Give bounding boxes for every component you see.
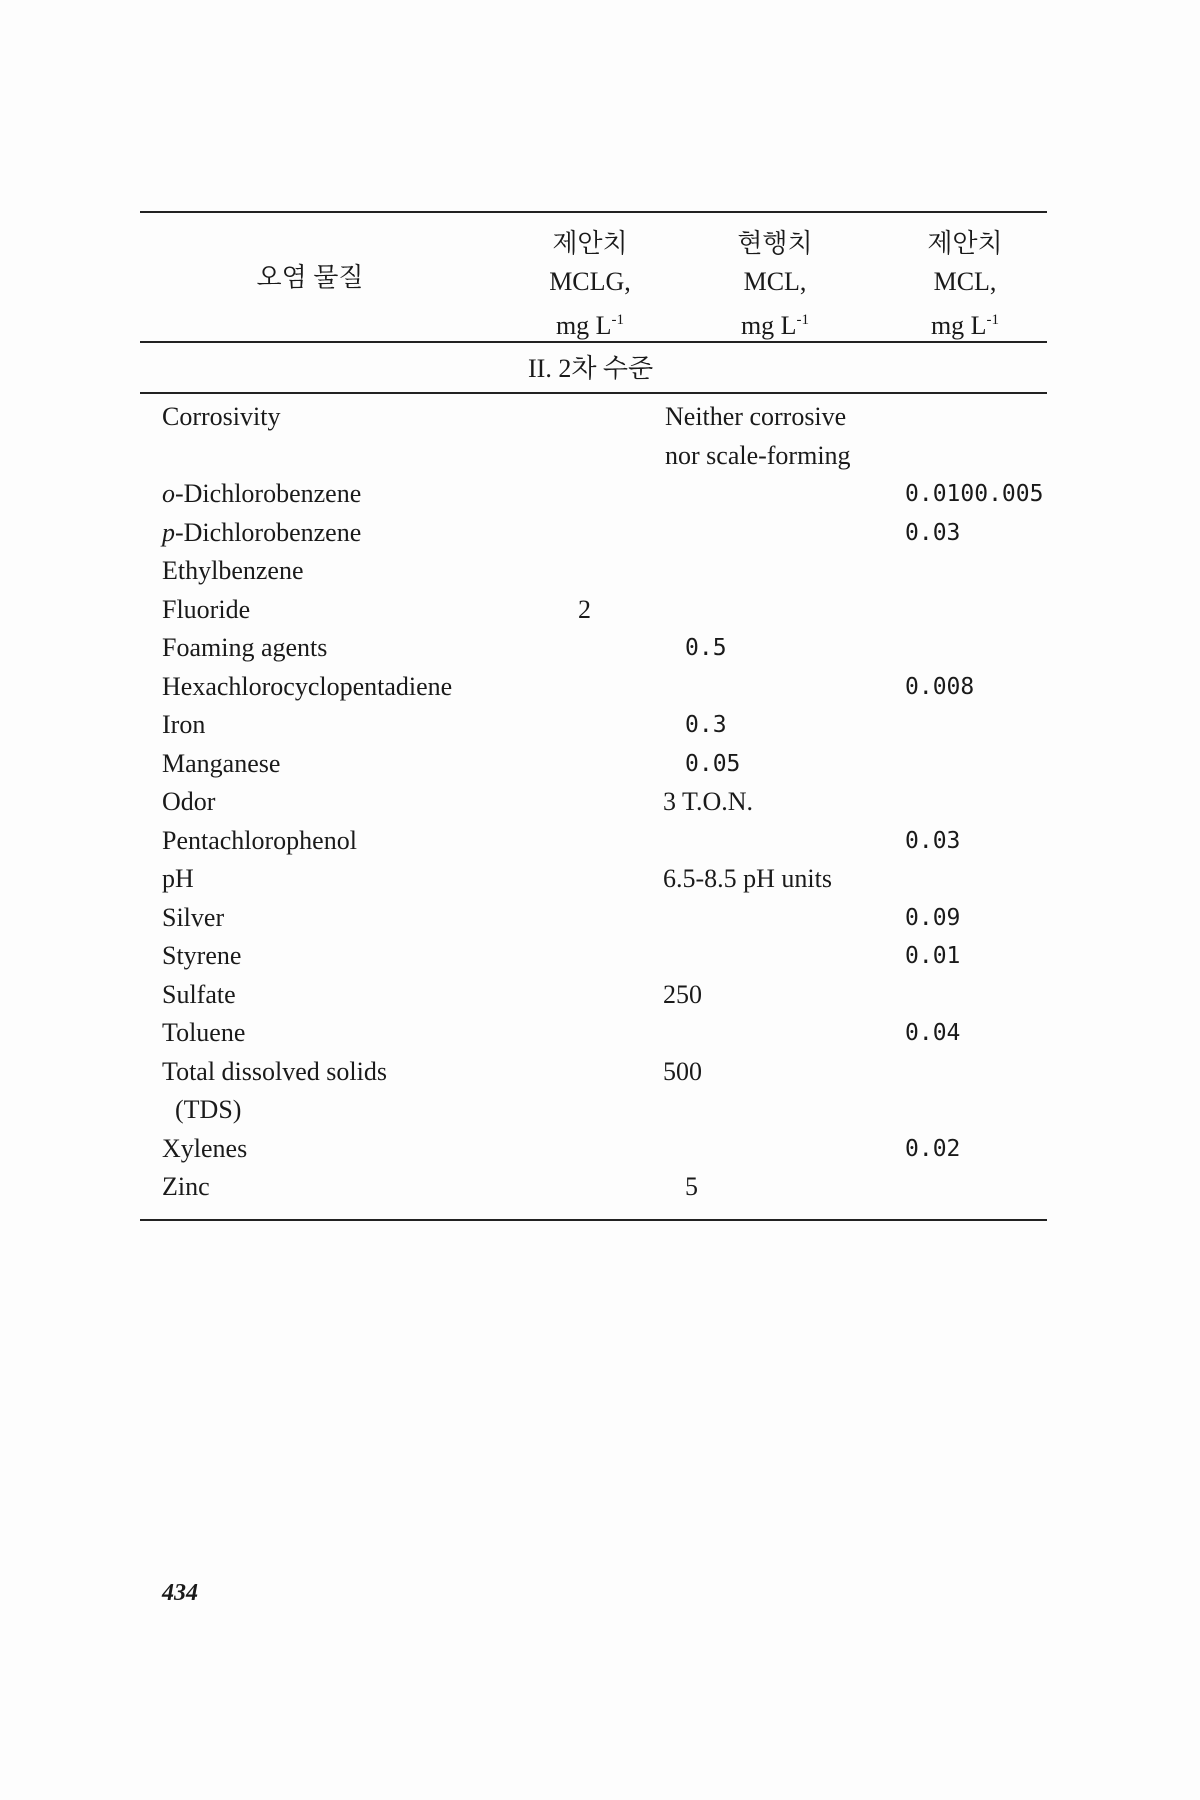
- substance-name: pH: [162, 864, 194, 893]
- header-col1-unit: mg $L^{-1}$: [555, 311, 625, 340]
- table-row: [0, 1130, 1200, 1169]
- proposed-mcl-value: 0.03: [905, 827, 961, 854]
- substance-name: Hexachlorocyclopentadiene: [162, 671, 453, 701]
- substance-name: Corrosivity: [162, 402, 281, 431]
- current-mcl-value: 0.05: [685, 750, 741, 777]
- substance-name: Odor: [162, 787, 216, 816]
- substance-name: Zinc: [162, 1172, 210, 1201]
- table-row: [0, 1168, 1200, 1207]
- current-mcl-value: 500: [663, 1056, 702, 1086]
- current-mcl-value: 6.5-8.5 pH units: [663, 864, 832, 893]
- substance-name: Sulfate: [162, 979, 236, 1009]
- proposed-mcl-value: 0.0100.005: [905, 481, 1044, 507]
- substance-name: p-Dichlorobenzene: [162, 517, 362, 547]
- table-body: [0, 398, 1200, 1207]
- header-proposed-mcl: [895, 225, 1035, 345]
- substance-name: o-Dichlorobenzene: [162, 479, 362, 508]
- header-col3-line2: MCL,: [933, 267, 997, 296]
- substance-name: (TDS): [162, 1095, 242, 1124]
- table-row: [0, 398, 1200, 437]
- substance-name: Iron: [162, 710, 206, 739]
- proposed-mcl-value: 0.01: [905, 943, 961, 969]
- table-row: [0, 475, 1200, 514]
- substance-name: Total dissolved solids: [162, 1056, 387, 1086]
- header-col3-unit: mg $L^{-1}$: [930, 311, 1000, 340]
- proposed-mcl-value: 0.02: [905, 1135, 961, 1162]
- table-row: [0, 1014, 1200, 1053]
- substance-name: Fluoride: [162, 594, 251, 624]
- table-row: [0, 937, 1200, 976]
- current-mcl-value: 250: [663, 979, 702, 1009]
- header-bottom-rule: [140, 341, 1047, 343]
- proposed-mcl-value: 0.04: [905, 1020, 961, 1046]
- table-row: [0, 1091, 1200, 1130]
- page-number: 434: [162, 1580, 198, 1606]
- header-substance: 오염 물질: [256, 263, 364, 292]
- substance-name: Manganese: [162, 748, 281, 778]
- proposed-mcl-value: 0.09: [905, 904, 961, 931]
- substance-name: Xylenes: [162, 1133, 248, 1163]
- substance-name: Styrene: [162, 941, 242, 970]
- header-col2-line1: 현행치: [737, 229, 813, 258]
- table-row: [0, 591, 1200, 630]
- table-row: [0, 668, 1200, 707]
- section-title: II. 2차 수준: [528, 354, 654, 383]
- header-col2-unit: mg $L^{-1}$: [740, 311, 810, 340]
- proposed-mclg-value: 2: [578, 594, 591, 624]
- substance-name: Silver: [162, 902, 225, 932]
- current-mcl-value: 3 T.O.N.: [663, 787, 754, 816]
- header-current-mcl: [705, 225, 845, 345]
- current-mcl-value: 0.3: [685, 712, 727, 738]
- current-mcl-value: nor scale-forming: [665, 440, 851, 470]
- table-row: [0, 822, 1200, 861]
- table-top-rule: [140, 211, 1047, 213]
- proposed-mcl-value: 0.03: [905, 519, 961, 546]
- substance-name: Ethylbenzene: [162, 556, 304, 585]
- table-row: [0, 514, 1200, 553]
- section-rule: [140, 392, 1047, 394]
- header-col3-line1: 제안치: [927, 229, 1003, 258]
- table-row: [0, 783, 1200, 822]
- table-row: [0, 629, 1200, 668]
- current-mcl-value: 5: [685, 1172, 698, 1201]
- substance-name: Foaming agents: [162, 633, 328, 662]
- current-mcl-value: 0.5: [685, 635, 727, 661]
- table-row: [0, 745, 1200, 784]
- substance-name: Toluene: [162, 1018, 246, 1047]
- table-row: [0, 976, 1200, 1015]
- table-row: [0, 1053, 1200, 1092]
- table-row: [0, 899, 1200, 938]
- table-row: [0, 860, 1200, 899]
- table-bottom-rule: [140, 1219, 1047, 1221]
- substance-name: Pentachlorophenol: [162, 825, 357, 855]
- header-col1-line2: MCLG,: [549, 267, 631, 296]
- proposed-mcl-value: 0.008: [905, 673, 975, 700]
- table-row: [0, 706, 1200, 745]
- header-col1-line1: 제안치: [552, 229, 628, 258]
- current-mcl-value: Neither corrosive: [665, 402, 847, 431]
- table-row: [0, 437, 1200, 476]
- header-col2-line2: MCL,: [743, 267, 807, 296]
- header-proposed-mclg: [520, 225, 660, 345]
- table-row: [0, 552, 1200, 591]
